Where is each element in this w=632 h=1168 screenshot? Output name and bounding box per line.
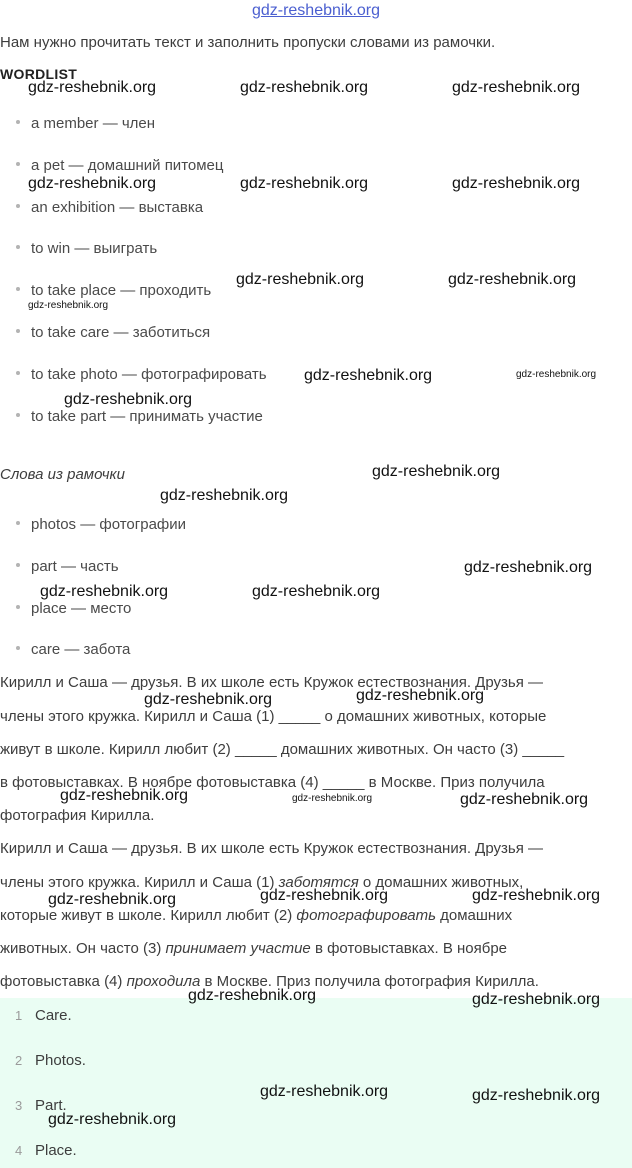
- list-item: a pet — домашний питомец: [16, 157, 223, 174]
- watermark: gdz-reshebnik.org: [160, 487, 289, 504]
- bullet-icon: [16, 245, 20, 249]
- bullet-icon: [16, 204, 20, 208]
- answer-text: Part.: [35, 1097, 67, 1114]
- watermark: gdz-reshebnik.org: [304, 367, 433, 384]
- answer-number: 4: [15, 1143, 23, 1158]
- watermark: gdz-reshebnik.org: [28, 300, 109, 311]
- filled-text-line: члены этого кружка. Кирилл и Саша (1) заботятся о домашних животных,: [0, 874, 524, 891]
- watermark: gdz-reshebnik.org: [240, 79, 369, 96]
- answer-text: Photos.: [35, 1052, 86, 1069]
- watermark: gdz-reshebnik.org: [372, 463, 501, 480]
- gap-text-line: члены этого кружка. Кирилл и Саша (1) _____ о домашних животных, которые: [0, 708, 547, 725]
- gap-text-line: фотография Кирилла.: [0, 807, 155, 824]
- watermark: gdz-reshebnik.org: [452, 79, 581, 96]
- bullet-icon: [16, 287, 20, 291]
- list-item: to take place — проходить: [16, 282, 211, 299]
- filled-text-line: животных. Он часто (3) принимает участие в фотовыставках. В ноябре: [0, 940, 508, 957]
- bullet-icon: [16, 646, 20, 650]
- watermark: gdz-reshebnik.org: [188, 987, 317, 1004]
- watermark: gdz-reshebnik.org: [472, 887, 601, 904]
- filled-text-line: фотовыставка (4) проходила в Москве. Приз получила фотография Кирилла.: [0, 973, 539, 990]
- watermark: gdz-reshebnik.org: [452, 175, 581, 192]
- watermark: gdz-reshebnik.org: [48, 1111, 177, 1128]
- box-words-heading: Слова из рамочки: [0, 466, 125, 483]
- watermark: gdz-reshebnik.org: [448, 271, 577, 288]
- bullet-icon: [16, 120, 20, 124]
- answer-text: Place.: [35, 1142, 77, 1159]
- watermark: gdz-reshebnik.org: [236, 271, 365, 288]
- gap-text-line: в фотовыставках. В ноябре фотовыставка (4) _____ в Москве. Приз получила: [0, 774, 545, 791]
- gap-text-line: Кирилл и Саша — друзья. В их школе есть Кружок естествознания. Друзья —: [0, 674, 543, 691]
- list-item: place — место: [16, 600, 131, 617]
- answer-number: 1: [15, 1008, 23, 1023]
- watermark: gdz-reshebnik.org: [252, 583, 381, 600]
- answer-text: Care.: [35, 1007, 72, 1024]
- list-item: a member — член: [16, 115, 155, 132]
- watermark: gdz-reshebnik.org: [40, 583, 169, 600]
- watermark: gdz-reshebnik.org: [460, 791, 589, 808]
- watermark: gdz-reshebnik.org: [28, 175, 157, 192]
- list-item: to win — выиграть: [16, 240, 157, 257]
- watermark: gdz-reshebnik.org: [516, 369, 597, 380]
- list-item: photos — фотографии: [16, 516, 186, 533]
- list-item: care — забота: [16, 641, 130, 658]
- bullet-icon: [16, 371, 20, 375]
- gap-text-line: живут в школе. Кирилл любит (2) _____ домашних животных. Он часто (3) _____: [0, 741, 565, 758]
- watermark: gdz-reshebnik.org: [292, 793, 373, 804]
- watermark: gdz-reshebnik.org: [472, 991, 601, 1008]
- watermark: gdz-reshebnik.org: [240, 175, 369, 192]
- list-item: to take photo — фотографировать: [16, 366, 267, 383]
- list-item: to take care — заботиться: [16, 324, 210, 341]
- wordlist-heading: WORDLIST: [0, 66, 78, 82]
- watermark: gdz-reshebnik.org: [48, 891, 177, 908]
- watermark: gdz-reshebnik.org: [60, 787, 189, 804]
- list-item: part — часть: [16, 558, 119, 575]
- watermark: gdz-reshebnik.org: [464, 559, 593, 576]
- watermark: gdz-reshebnik.org: [356, 687, 485, 704]
- filled-text-line: которые живут в школе. Кирилл любит (2) фотографировать домашних: [0, 907, 513, 924]
- filled-text-line: Кирилл и Саша — друзья. В их школе есть Кружок естествознания. Друзья —: [0, 840, 543, 857]
- bullet-icon: [16, 563, 20, 567]
- answer-number: 3: [15, 1098, 23, 1113]
- answer-word: принимает участие: [165, 940, 311, 957]
- bullet-icon: [16, 162, 20, 166]
- answer-word: фотографировать: [296, 907, 436, 924]
- watermark: gdz-reshebnik.org: [472, 1087, 601, 1104]
- bullet-icon: [16, 521, 20, 525]
- watermark: gdz-reshebnik.org: [28, 79, 157, 96]
- watermark: gdz-reshebnik.org: [260, 887, 389, 904]
- answer-word: заботятся: [278, 874, 359, 891]
- answer-word: проходила: [126, 973, 201, 990]
- watermark: gdz-reshebnik.org: [260, 1083, 389, 1100]
- list-item: an exhibition — выставка: [16, 199, 203, 216]
- intro-text: Нам нужно прочитать текст и заполнить пропуски словами из рамочки.: [0, 34, 496, 51]
- bullet-icon: [16, 329, 20, 333]
- bullet-icon: [16, 605, 20, 609]
- site-header-link[interactable]: gdz-reshebnik.org: [251, 2, 381, 19]
- watermark: gdz-reshebnik.org: [64, 391, 193, 408]
- list-item: to take part — принимать участие: [16, 408, 263, 425]
- watermark: gdz-reshebnik.org: [144, 691, 273, 708]
- answer-number: 2: [15, 1053, 23, 1068]
- bullet-icon: [16, 413, 20, 417]
